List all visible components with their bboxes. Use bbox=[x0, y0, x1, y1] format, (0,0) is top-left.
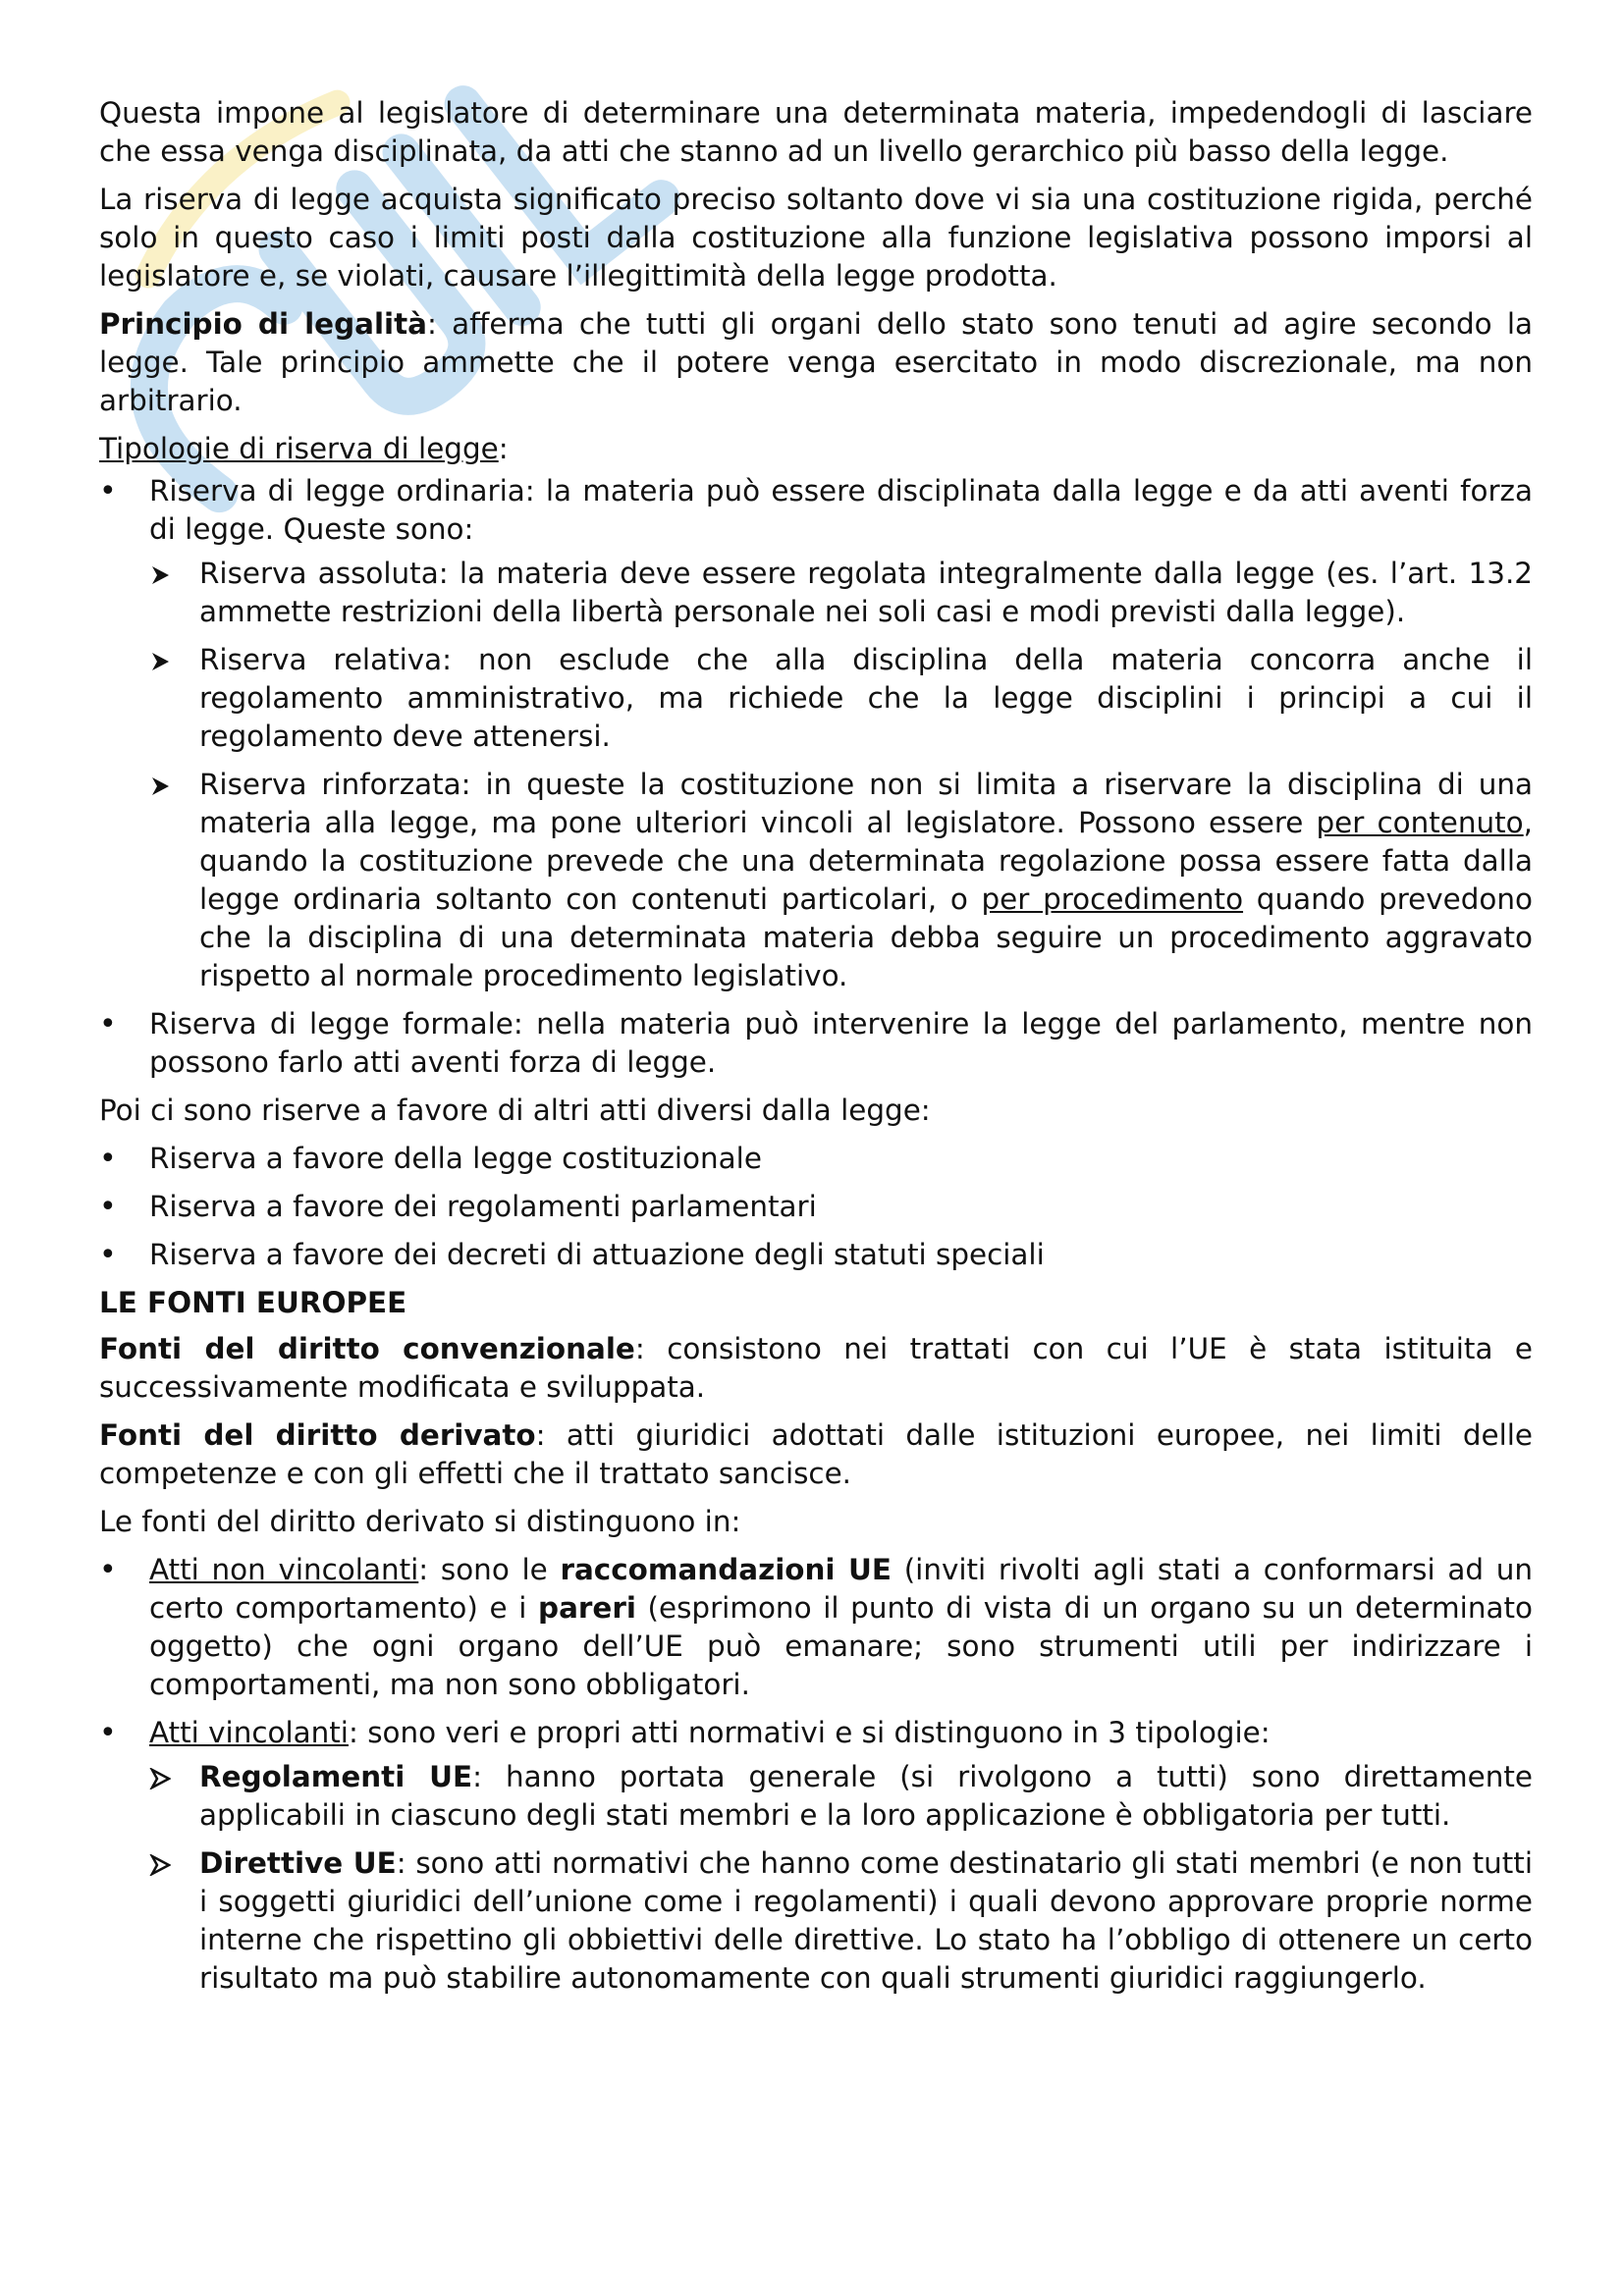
list-item-formale: • Riserva di legge formale: nella materia può intervenire la legge del parlamento, mentre non possono farlo atti aventi forza di legge. bbox=[99, 1007, 1533, 1079]
list-item-rinforzata: Riserva rinforzata: in queste la costituzione non si limita a riservare la disciplina di una materia alla legge, ma pone ulteriori vincoli al legislatore. Possono essere per contenuto, quando la costituzione prevede che una determinata regolazione possa essere fatta dalla legge ordinaria soltanto con contenuti particolari, o per procedimento quando prevedono che la disciplina di una determinata materia debba seguire un procedimento aggravato rispetto al normale procedimento legislativo. bbox=[149, 766, 1533, 995]
list-item-relativa: Riserva relativa: non esclude che alla disciplina della materia concorra anche il regolamento amministrativo, ma richiede che la legge disciplini i principi a cui il regolamento deve attenersi. bbox=[149, 641, 1533, 756]
bullet-icon: • bbox=[99, 1190, 117, 1224]
list-item-direttive: Direttive UE: sono atti normativi che hanno come destinatario gli stati membri (e non tutti i soggetti giuridici dell’unione come i regolamenti) i quali devono approvare proprie norme interne che rispettino gli obbiettivi delle direttive. Lo stato ha l’obbligo di ottenere un certo risultato ma può stabilire autonomamente con quali strumenti giuridici raggiungerlo. bbox=[149, 1844, 1533, 1998]
term-atti-vincolanti: Atti vincolanti bbox=[149, 1716, 349, 1749]
term-direttive: Direttive UE bbox=[199, 1846, 397, 1880]
paragraph-intro: Questa impone al legislatore di determinare una determinata materia, impedendogli di lasciare che essa venga disciplinata, da atti che stanno ad un livello gerarchico più basso della legge. bbox=[99, 96, 1533, 168]
term-convenzionale: Fonti del diritto convenzionale bbox=[99, 1332, 635, 1365]
term-derivato: Fonti del diritto derivato bbox=[99, 1418, 536, 1452]
list-tipologie bbox=[99, 472, 1533, 1082]
term-principio-legalita: Principio di legalità bbox=[99, 307, 428, 341]
paragraph-distinguono: Le fonti del diritto derivato si distinguono in: bbox=[99, 1505, 741, 1538]
bullet-icon: • bbox=[99, 1142, 117, 1176]
list-item-non-vincolanti: • Atti non vincolanti: sono le raccomandazioni UE (inviti rivolti agli stati a conformarsi ad un certo comportamento) e i pareri (esprimono il punto di vista di un organo su un determinato oggetto) che ogni organo dell’UE può emanare; sono strumenti utili per indirizzare i comportamenti, ma non sono obbligatori. bbox=[99, 1553, 1533, 1701]
term-raccomandazioni: raccomandazioni UE bbox=[560, 1553, 892, 1586]
list-item-ordinaria: • Riserva di legge ordinaria: la materia può essere disciplinata dalla legge e da atti aventi forza di legge. Queste sono: Riserva assoluta: la materia deve essere regolata integralmente dalla legge (es. l’art. 13.2 ammette restrizioni della libertà personale nei soli casi e modi previsti dalla legge). Riserva relativa: non esclude che alla disciplina della materia concorra anche il regolamento amministrativo, ma richiede che la legge disciplini i principi a cui il regolamento deve attenersi. Riserva rinforzata: in queste la costituzione non si limita a riservare la disciplina di una materia alla legge, ma pone ulteriori vincoli al legislatore. Possono essere per contenuto, quando la costituzione prevede che una determinata regolazione possa essere fatta dalla legge ordinaria soltanto con contenuti particolari, o per procedimento quando prevedono che la disciplina di una determinata materia debba seguire un procedimento aggravato rispetto al normale procedimento legislativo. bbox=[99, 472, 1533, 995]
list-item-favore: • Riserva a favore dei regolamenti parlamentari bbox=[99, 1190, 817, 1224]
list-item-regolamenti: Regolamenti UE: hanno portata generale (si rivolgono a tutti) sono direttamente applicabili in ciascuno degli stati membri e la loro applicazione è obbligatoria per tutti. bbox=[149, 1758, 1533, 1835]
section-heading: LE FONTI EUROPEE bbox=[99, 1286, 407, 1319]
label-tipologie: Tipologie di riserva di legge bbox=[99, 432, 499, 465]
arrow-bullet-icon bbox=[149, 651, 171, 672]
paragraph-riserva-significato: La riserva di legge acquista significato preciso soltanto dove vi sia una costituzione rigida, perché solo in questo caso i limiti posti dalla costituzione alla funzione legislativa possono imporsi al legislatore e, se violati, causare l’illegittimità della legge prodotta. bbox=[99, 183, 1533, 293]
term-per-contenuto: per contenuto bbox=[1316, 806, 1524, 839]
bullet-icon: • bbox=[99, 474, 117, 508]
paragraph-derivato: Fonti del diritto derivato: atti giuridici adottati dalle istituzioni europee, nei limiti delle competenze e con gli effetti che il trattato sancisce. bbox=[99, 1418, 1533, 1490]
bullet-icon: • bbox=[99, 1238, 117, 1272]
bullet-icon: • bbox=[99, 1553, 117, 1587]
term-atti-non-vincolanti: Atti non vincolanti bbox=[149, 1553, 419, 1586]
list-item-assoluta: Riserva assoluta: la materia deve essere regolata integralmente dalla legge (es. l’art. 13.2 ammette restrizioni della libertà personale nei soli casi e modi previsti dalla legge). bbox=[149, 555, 1533, 631]
arrow-bullet-icon bbox=[149, 775, 171, 797]
sublist-ordinaria bbox=[149, 555, 1533, 995]
paragraph-tipologie: Tipologie di riserva di legge: bbox=[99, 432, 509, 465]
list-item-vincolanti: • Atti vincolanti: sono veri e propri atti normativi e si distinguono in 3 tipologie: Regolamenti UE: hanno portata generale (si rivolgono a tutti) sono direttamente applicabili in ciascuno degli stati membri e la loro applicazione è obbligatoria per tutti. Direttive UE: sono atti normativi che hanno come destinatario gli stati membri (e non tutti i soggetti giuridici dell’unione come i regolamenti) i quali devono approvare proprie norme interne che rispettino gli obbiettivi delle direttive. Lo stato ha l’obbligo di ottenere un certo risultato ma può stabilire autonomamente con quali strumenti giuridici raggiungerlo. bbox=[99, 1714, 1533, 1998]
list-atti bbox=[99, 1551, 1533, 1998]
list-favore bbox=[99, 1140, 1533, 1274]
bullet-icon: • bbox=[99, 1007, 117, 1041]
bullet-icon: • bbox=[99, 1716, 117, 1750]
page-content bbox=[99, 94, 1533, 2007]
term-regolamenti: Regolamenti UE bbox=[199, 1760, 473, 1793]
arrow-bullet-icon bbox=[149, 1768, 171, 1789]
arrow-bullet-icon bbox=[149, 1854, 171, 1876]
paragraph-principio-legalita: Principio di legalità: afferma che tutti gli organi dello stato sono tenuti ad agire secondo la legge. Tale principio ammette che il potere venga esercitato in modo discrezionale, ma non arbitrario. bbox=[99, 307, 1533, 417]
list-item-favore: • Riserva a favore della legge costituzionale bbox=[99, 1142, 762, 1176]
paragraph-convenzionale: Fonti del diritto convenzionale: consistono nei trattati con cui l’UE è stata istituita e successivamente modificata e sviluppata. bbox=[99, 1332, 1533, 1404]
list-item-favore: • Riserva a favore dei decreti di attuazione degli statuti speciali bbox=[99, 1238, 1045, 1272]
term-per-procedimento: per procedimento bbox=[981, 882, 1244, 916]
paragraph-altre-riserve: Poi ci sono riserve a favore di altri atti diversi dalla legge: bbox=[99, 1094, 931, 1127]
arrow-bullet-icon bbox=[149, 564, 171, 586]
term-pareri: pareri bbox=[538, 1591, 636, 1625]
sublist-vincolanti bbox=[149, 1758, 1533, 1998]
